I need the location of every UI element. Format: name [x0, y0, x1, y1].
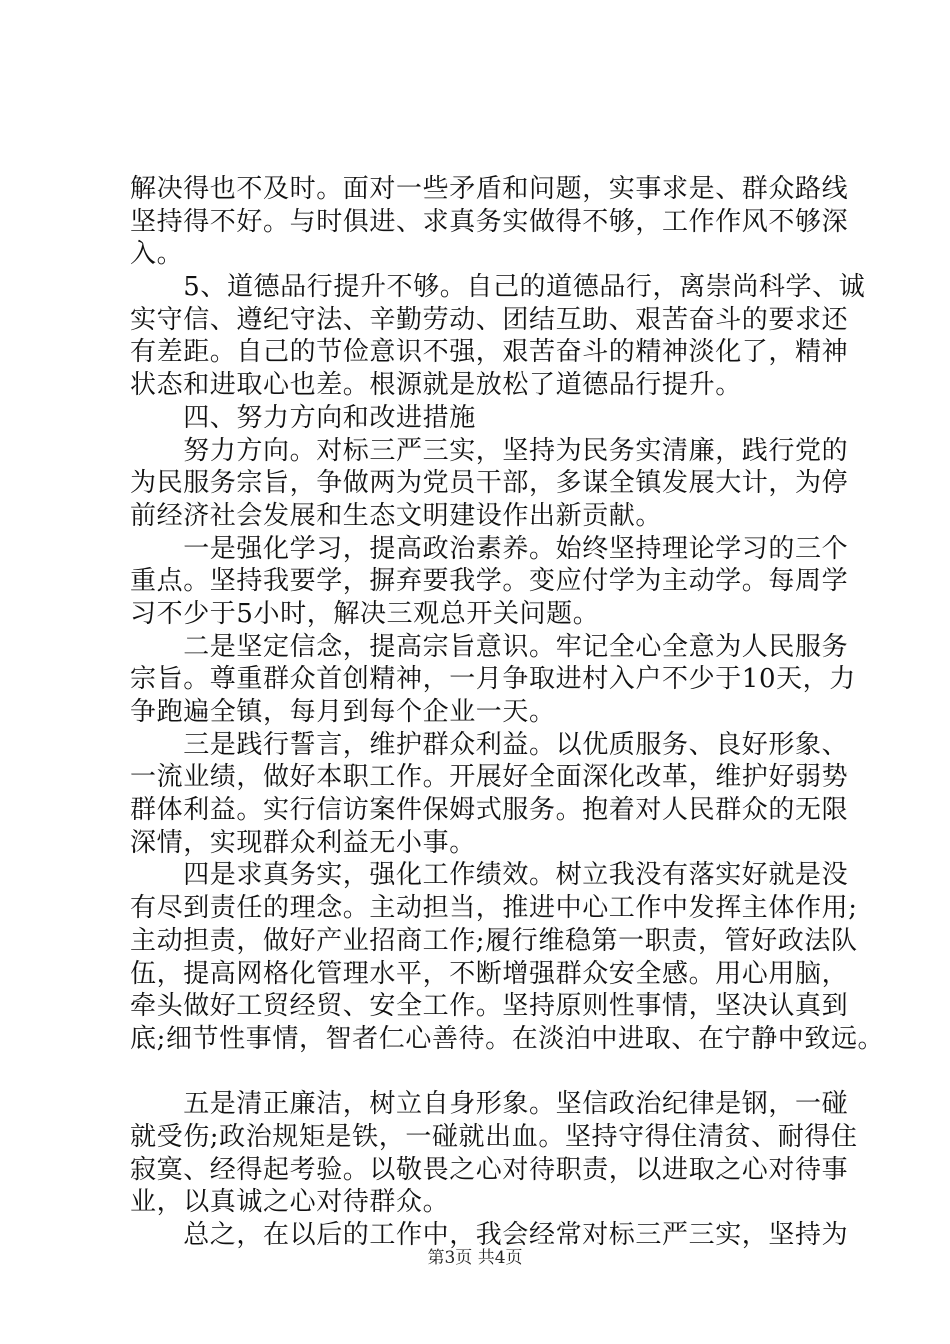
text-line: 牵头做好工贸经贸、安全工作。坚持原则性事情，坚决认真到	[130, 991, 849, 1022]
text-line: 主动担责，做好产业招商工作;履行维稳第一职责，管好政法队	[130, 925, 858, 956]
document-body	[130, 173, 885, 1252]
text-line: 业，以真诚之心对待群众。	[130, 1187, 450, 1218]
text-line: 一流业绩，做好本职工作。开展好全面深化改革，维护好弱势	[130, 762, 849, 793]
text-line: 有差距。自己的节俭意识不强，艰苦奋斗的精神淡化了，精神	[130, 337, 849, 368]
text-line: 习不少于5小时，解决三观总开关问题。	[130, 598, 600, 629]
text-line: 深情，实现群众利益无小事。	[130, 827, 476, 858]
text-line: 五是清正廉洁，树立自身形象。坚信政治纪律是钢，一碰	[130, 1089, 849, 1120]
text-line: 5、道德品行提升不够。自己的道德品行，离崇尚科学、诚	[130, 272, 866, 303]
text-line: 宗旨。尊重群众首创精神，一月争取进村入户不少于10天，力	[130, 664, 856, 695]
text-line: 坚持得不好。与时俱进、求真务实做得不够，工作作风不够深	[130, 206, 849, 237]
text-line: 就受伤;政治规矩是铁，一碰就出血。坚持守得住清贫、耐得住	[130, 1121, 858, 1152]
text-line: 努力方向。对标三严三实，坚持为民务实清廉，践行党的	[130, 435, 849, 466]
text-line: 前经济社会发展和生态文明建设作出新贡献。	[130, 500, 663, 531]
text-line: 四是求真务实，强化工作绩效。树立我没有落实好就是没	[130, 860, 849, 891]
text-line: 四、努力方向和改进措施	[130, 402, 476, 433]
text-line: 群体利益。实行信访案件保姆式服务。抱着对人民群众的无限	[130, 795, 849, 826]
text-line: 一是强化学习，提高政治素养。始终坚持理论学习的三个	[130, 533, 849, 564]
text-line: 重点。坚持我要学，摒弃要我学。变应付学为主动学。每周学	[130, 566, 849, 597]
text-line: 入。	[130, 239, 184, 270]
blank-line	[130, 1056, 830, 1089]
text-line: 为民服务宗旨，争做两为党员干部，多谋全镇发展大计，为停	[130, 468, 849, 499]
text-line: 有尽到责任的理念。主动担当，推进中心工作中发挥主体作用;	[130, 893, 858, 924]
text-line: 二是坚定信念，提高宗旨意识。牢记全心全意为人民服务	[130, 631, 849, 662]
page-footer: 第3页 共4页	[427, 1248, 523, 1268]
text-line: 状态和进取心也差。根源就是放松了道德品行提升。	[130, 370, 742, 401]
text-line: 伍，提高网格化管理水平，不断增强群众安全感。用心用脑，	[130, 958, 849, 989]
text-line: 三是践行誓言，维护群众利益。以优质服务、良好形象、	[130, 729, 849, 760]
text-line: 底;细节性事情，智者仁心善待。在淡泊中进取、在宁静中致远。	[130, 1023, 885, 1054]
text-line: 寂寞、经得起考验。以敬畏之心对待职责，以进取之心对待事	[130, 1154, 849, 1185]
text-line: 实守信、遵纪守法、辛勤劳动、团结互助、艰苦奋斗的要求还	[130, 304, 849, 335]
text-line: 总之，在以后的工作中，我会经常对标三严三实，坚持为	[130, 1220, 849, 1250]
text-line: 争跑遍全镇，每月到每个企业一天。	[130, 697, 556, 727]
text-line: 解决得也不及时。面对一些矛盾和问题，实事求是、群众路线	[130, 174, 849, 204]
